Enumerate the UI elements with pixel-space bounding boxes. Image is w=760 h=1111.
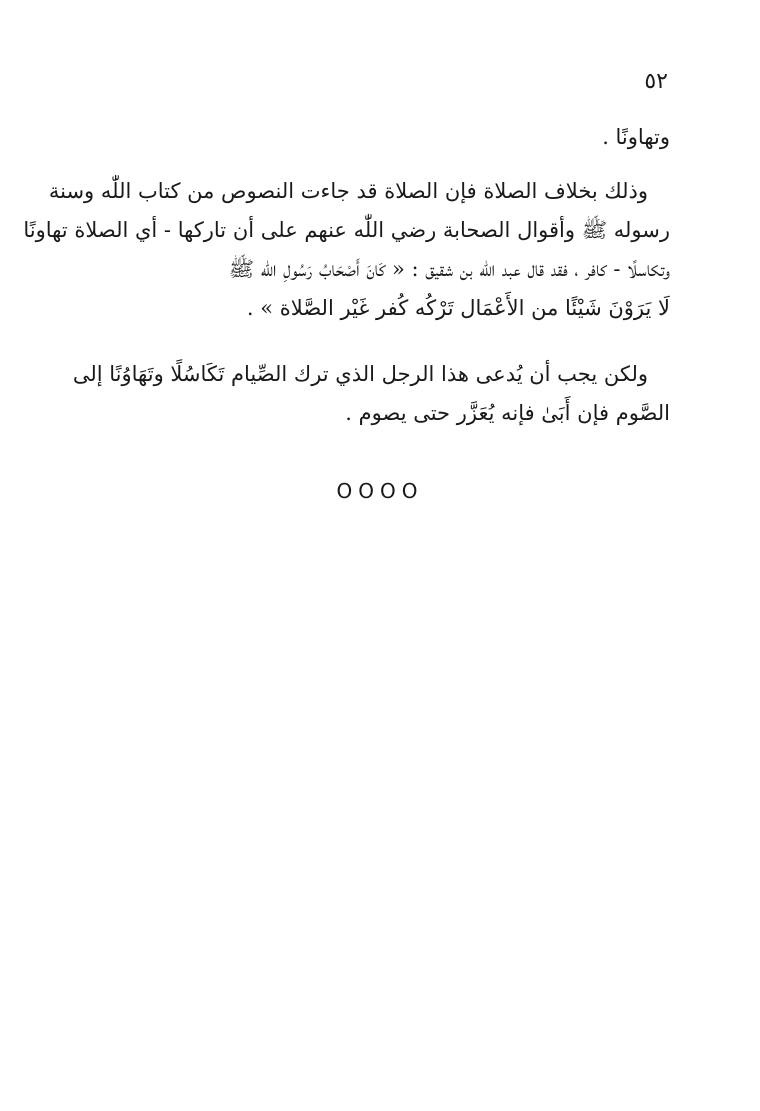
paragraph-2-line-4: لَا يَرَوْنَ شَيْئًا من الأَعْمَال تَرْكُه كُفر غَيْر الصَّلاة » . [246, 296, 670, 320]
paragraph-3 [72, 355, 670, 433]
section-separator: OOOO [336, 479, 424, 503]
paragraph-2 [23, 172, 670, 328]
paragraph-1 [90, 118, 670, 157]
paragraph-2-line-2: رسوله ﷺ وأقوال الصحابة رضي اللّٰه عنهم على أن تاركها - أي الصلاة تهاونًا [23, 218, 670, 242]
paragraph-3-line-1: ولكن يجب أن يُدعى هذا الرجل الذي ترك الصِّيام تَكَاسُلًا وتَهَاوُنًا إلى [72, 362, 648, 386]
paragraph-1-line: وتهاونًا . [602, 125, 670, 149]
paragraph-3-line-2: الصَّوم فإن أَبَىٰ فإنه يُعَزَّر حتى يصوم . [345, 401, 670, 425]
paragraph-2-line-1: وذلك بخلاف الصلاة فإن الصلاة قد جاءت النصوص من كتاب اللّٰه وسنة [48, 179, 648, 203]
page-number: ٥٢ [644, 69, 668, 94]
paragraph-2-line-3: وتكاسلًا - كافر ، فقد قال عبد اللّٰه بن شقيق : « كَانَ أَصْحَابُ رَسُولِ اللّٰه ﷺ [228, 257, 670, 281]
